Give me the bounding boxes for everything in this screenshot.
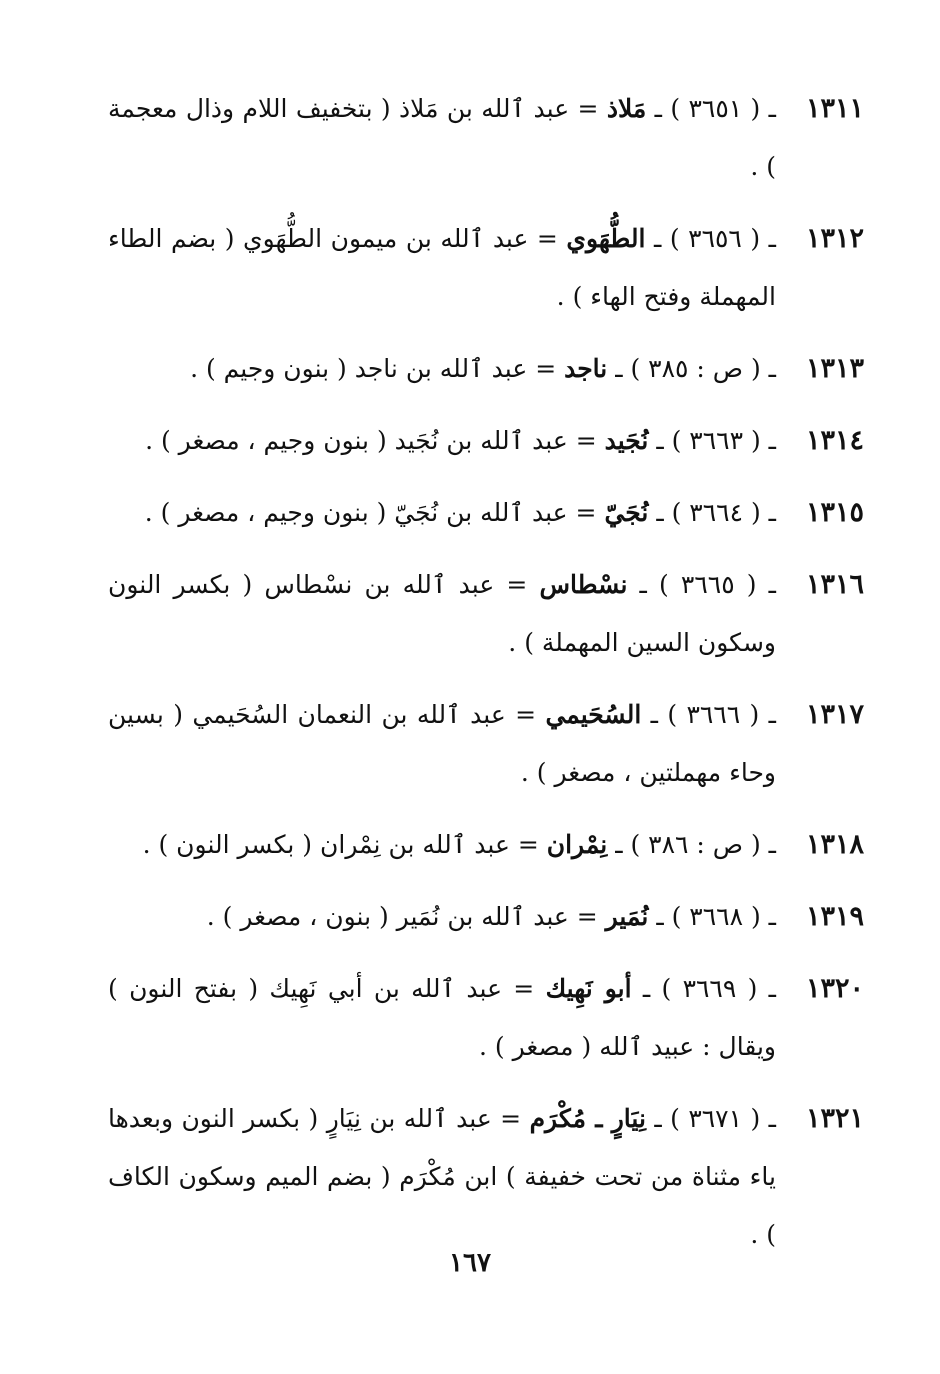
entry-headword: أبو نَهِيك <box>545 974 632 1003</box>
entry-headword: نِيَارٍ ـ مُكْرَم <box>529 1104 646 1133</box>
entry-reference: ( ٣٦٦٦ ) <box>667 700 760 729</box>
entry-body: ـ ( ٣٦٦٦ ) ـ السُحَيمي = عبد ٱلله بن النعمان السُحَيمي ( بسين وحاء مهملتين ، مصغر ) . <box>108 700 777 787</box>
entry-description: = عبد ٱلله بن نُجَيّ ( بنون وجيم ، مصغر ) . <box>144 498 597 527</box>
entry-headword: الطُّهَوي <box>566 224 646 253</box>
entry-11 <box>108 1090 864 1264</box>
entry-headword: نُمَير <box>605 902 649 931</box>
entry-description: = عبد ٱلله بن مَلاذ ( بتخفيف اللام وذال معجمة ) . <box>108 94 776 181</box>
entry-number: ١٣٢٠ <box>805 973 864 1004</box>
entry-headword: نسْطاس <box>539 570 628 599</box>
entry-body: ـ ( ٣٦٦٥ ) ـ نسْطاس = عبد ٱلله بن نسْطاس ( بكسر النون وسكون السين المهملة ) . <box>108 570 777 657</box>
entry-reference: ( ص : ٣٨٦ ) <box>630 830 761 859</box>
entry-body: ـ ( ٣٦٥٦ ) ـ الطُّهَوي = عبد ٱلله بن ميمون الطُّهَوي ( بضم الطاء المهملة وفتح الهاء ) . <box>108 224 776 311</box>
entry-reference: ( ٣٦٧١ ) <box>670 1104 761 1133</box>
entry-number: ١٣١٦ <box>805 569 864 600</box>
entry-1 <box>108 80 864 196</box>
entry-reference: ( ص : ٣٨٥ ) <box>630 354 761 383</box>
entry-7 <box>108 686 864 802</box>
entry-4 <box>108 412 864 470</box>
entry-description: = عبد ٱلله بن النعمان السُحَيمي ( بسين وحاء مهملتين ، مصغر ) . <box>108 700 776 787</box>
entry-5 <box>108 484 864 542</box>
entry-number: ١٣٢١ <box>805 1103 864 1134</box>
entry-headword: مَلاذ <box>606 94 647 123</box>
entry-description: = عبد ٱلله بن ميمون الطُّهَوي ( بضم الطاء المهملة وفتح الهاء ) . <box>108 224 776 311</box>
entry-number: ١٣١٤ <box>805 425 864 456</box>
entry-number: ١٣١٩ <box>805 901 864 932</box>
entry-headword: نُجَيّ <box>604 498 649 527</box>
entry-headword: السُحَيمي <box>545 700 642 729</box>
entry-reference: ( ٣٦٦٤ ) <box>671 498 761 527</box>
entry-description: = عبد ٱلله بن نِمْران ( بكسر النون ) . <box>142 830 539 859</box>
entry-6 <box>108 556 864 672</box>
entry-reference: ( ٣٦٦٨ ) <box>671 902 761 931</box>
entry-headword: نِمْران <box>546 830 608 859</box>
entry-number: ١٣١١ <box>805 93 864 124</box>
entry-list <box>108 80 864 1278</box>
entry-body: ـ ( ص : ٣٨٥ ) ـ ناجد = عبد ٱلله بن ناجد ( بنون وجيم ) . <box>190 354 776 383</box>
page-number: ١٦٧ <box>449 1248 491 1278</box>
entry-reference: ( ٣٦٦٥ ) <box>659 570 757 599</box>
entry-number: ١٣١٣ <box>805 353 864 384</box>
entry-body: ـ ( ص : ٣٨٦ ) ـ نِمْران = عبد ٱلله بن نِمْران ( بكسر النون ) . <box>142 830 776 859</box>
entry-body: ـ ( ٣٦٧١ ) ـ نِيَارٍ ـ مُكْرَم = عبد ٱلله بن نِيَارٍ ( بكسر النون وبعدها ياء مثناة من تحت خفيفة ) ابن مُكْرَم ( بضم الميم وسكون الكاف ) . <box>108 1104 776 1249</box>
entry-9 <box>108 888 864 946</box>
entry-description: = عبد ٱلله بن أبي نَهِيك ( بفتح النون ) ويقال : عبيد ٱلله ( مصغر ) . <box>108 974 776 1061</box>
entry-description: = عبد ٱلله بن نُجَيد ( بنون وجيم ، مصغر ) . <box>145 426 597 455</box>
entry-body: ـ ( ٣٦٦٣ ) ـ نُجَيد = عبد ٱلله بن نُجَيد ( بنون وجيم ، مصغر ) . <box>145 426 776 455</box>
entry-number: ١٣١٢ <box>805 223 864 254</box>
entry-3 <box>108 340 864 398</box>
entry-reference: ( ٣٦٥٦ ) <box>669 224 761 253</box>
entry-description: = عبد ٱلله بن نسْطاس ( بكسر النون وسكون السين المهملة ) . <box>108 570 776 657</box>
entry-number: ١٣١٥ <box>805 497 864 528</box>
entry-body: ـ ( ٣٦٦٩ ) ـ أبو نَهِيك = عبد ٱلله بن أبي نَهِيك ( بفتح النون ) ويقال : عبيد ٱلله ( مصغر ) . <box>108 974 776 1061</box>
entry-body: ـ ( ٣٦٥١ ) ـ مَلاذ = عبد ٱلله بن مَلاذ ( بتخفيف اللام وذال معجمة ) . <box>108 94 777 181</box>
entry-headword: نُجَيد <box>604 426 649 455</box>
entry-10 <box>108 960 864 1076</box>
entry-number: ١٣١٨ <box>805 829 864 860</box>
entry-description: = عبد ٱلله بن ناجد ( بنون وجيم ) . <box>190 354 557 383</box>
entry-description: = عبد ٱلله بن نُمَير ( بنون ، مصغر ) . <box>206 902 598 931</box>
entry-number: ١٣١٧ <box>805 699 864 730</box>
entry-body: ـ ( ٣٦٦٨ ) ـ نُمَير = عبد ٱلله بن نُمَير ( بنون ، مصغر ) . <box>206 902 776 931</box>
entry-body: ـ ( ٣٦٦٤ ) ـ نُجَيّ = عبد ٱلله بن نُجَيّ ( بنون وجيم ، مصغر ) . <box>144 498 776 527</box>
entry-2 <box>108 210 864 326</box>
entry-reference: ( ٣٦٦٩ ) <box>661 974 758 1003</box>
entry-8 <box>108 816 864 874</box>
entry-headword: ناجد <box>564 354 608 383</box>
entry-reference: ( ٣٦٥١ ) <box>670 94 761 123</box>
entry-description: = عبد ٱلله بن نِيَارٍ ( بكسر النون وبعدها ياء مثناة من تحت خفيفة ) ابن مُكْرَم ( بضم الميم وسكون الكاف ) . <box>108 1104 776 1249</box>
entry-reference: ( ٣٦٦٣ ) <box>671 426 761 455</box>
